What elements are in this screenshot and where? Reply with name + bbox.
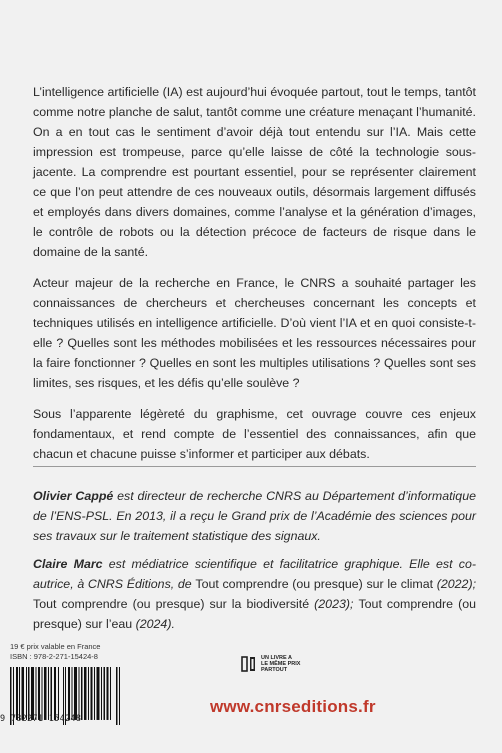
publisher-website: www.cnrseditions.fr — [210, 697, 376, 716]
book-title-climat: Tout comprendre (ou presque) sur le climat — [195, 577, 434, 591]
price-line: 19 € prix valable en France — [10, 642, 101, 651]
isbn-line: ISBN : 978-2-271-15424-8 — [10, 652, 98, 661]
livre-logo-line2: LE MÊME PRIX — [261, 661, 301, 667]
summary-paragraph-2: Acteur majeur de la recherche en France, le CNRS a souhaité partager les connaissances de chercheurs et chercheuses concernant les concepts et techniques utilisés en intelligence artificielle. D’où vient l’IA et en quoi consiste-t-elle ? Quelles sont les méthodes mobilisées et les ressources nécessaires pour la faire fonctionner ? Quelles en sont les multiples utilisations ? Quelles sont ses limites, ses risques, et les défis qu’elle soulève ? — [33, 276, 476, 390]
author-name-marc: Claire Marc — [33, 557, 103, 571]
summary-paragraph-3: Sous l’apparente légèreté du graphisme, cet ouvrage couvre ces enjeux fondamentaux, et rend compte de l’essentiel des connaissances, afin que chacun et chacune puisse s’informer et participer aux débats. — [33, 407, 476, 461]
livre-prix-unique-logo — [241, 653, 311, 675]
book-year-eau: (2024). — [132, 617, 175, 631]
author-bio-cappe-text: est directeur de recherche CNRS au Département d’informatique de l’ENS-PSL. En 2013, il a reçu le Grand prix de l’Académie des sciences pour ses travaux sur le traitement statistique des signaux. — [33, 489, 476, 543]
author-bio-cappe — [33, 486, 476, 546]
book-title-eau: Tout comprendre (ou presque) sur l’eau — [33, 597, 476, 631]
livre-logo-text — [261, 655, 300, 673]
book-year-biodiversite: (2023); — [309, 597, 359, 611]
livre-logo-line3: PARTOUT — [261, 667, 288, 673]
price-info — [10, 642, 100, 662]
barcode-digits: 9 782271 154248 — [0, 714, 82, 724]
author-bio-marc-text: est médiatrice scientifique et facilitatrice graphique. Elle est co-autrice, à CNRS Éditions, de — [33, 557, 476, 591]
author-name-cappe: Olivier Cappé — [33, 489, 114, 503]
divider-line — [33, 466, 476, 467]
book-title-biodiversite: Tout comprendre (ou presque) sur la biodiversité — [33, 597, 310, 611]
livre-logo-line1: UN LIVRE A — [261, 655, 292, 661]
summary-paragraph-1: L’intelligence artificielle (IA) est aujourd’hui évoquée partout, tout le temps, tantôt comme notre planche de salut, tantôt comme une créature menaçant l’humanité. On a en tout cas le sentiment d’avoir déjà tout entendu sur l’IA. Mais cette impression est trompeuse, parce qu’elle laisse de côté la technologie sous-jacente. La comprendre est pourtant essentiel, pour se représenter clairement ce que l’on peut attendre de ces nouveaux outils, désormais largement diffusés et employés dans divers domaines, comme l’analyse et la génération d’images, le contrôle de robots ou la détection précoce de facteurs de risque dans le domaine de la santé. — [33, 85, 476, 259]
book-logo-icon — [241, 655, 257, 673]
summary-text — [33, 82, 476, 642]
author-bio-marc — [33, 554, 476, 634]
book-year-climat: (2022); — [433, 577, 477, 591]
